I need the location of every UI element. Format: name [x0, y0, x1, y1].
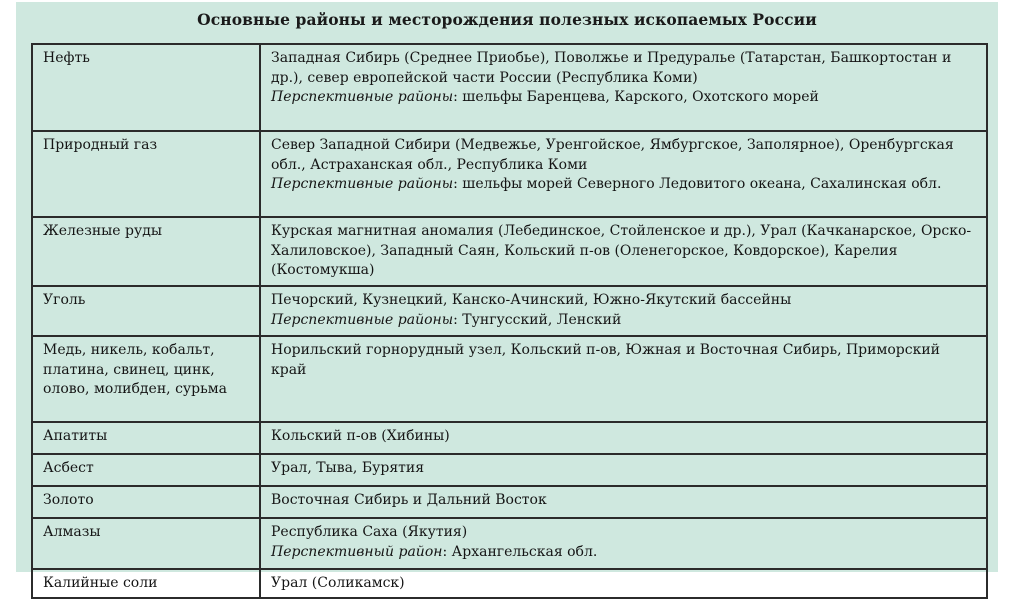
perspective-text: : Архангельская обл.: [442, 543, 598, 560]
table-row: [32, 286, 987, 336]
regions-text: Печорский, Кузнецкий, Канско-Ачинский, Южно-Якутский бассейны: [271, 292, 792, 308]
table-row: [32, 336, 987, 422]
regions-text: Норильский горнорудный узел, Кольский п-ов, Южная и Восточная Сибирь, Приморский край: [271, 342, 941, 378]
table-title: Основные районы и месторождения полезных ископаемых России: [197, 10, 817, 29]
perspective-label: Перспективный район: [271, 543, 443, 560]
table-row: [32, 44, 987, 131]
perspective-label: Перспективные районы: [271, 176, 454, 192]
resource-cell: Калийные соли: [32, 569, 260, 598]
regions-text: Север Западной Сибири (Медвежье, Уренгойское, Ямбургское, Заполярное), Оренбургская обл., Астраханская обл., Республика Коми: [271, 137, 954, 173]
regions-cell: [260, 518, 987, 569]
resource-cell: Медь, никель, кобальт, платина, свинец, цинк, олово, молибден, сурьма: [32, 336, 260, 422]
regions-cell: [260, 454, 987, 486]
regions-text: Восточная Сибирь и Дальний Восток: [271, 492, 547, 508]
regions-cell: [260, 44, 987, 131]
regions-text: Урал, Тыва, Бурятия: [271, 460, 425, 476]
regions-cell: [260, 486, 987, 518]
regions-cell: [260, 286, 987, 336]
regions-cell: [260, 569, 987, 598]
document-page: [16, 2, 998, 591]
resource-cell: Природный газ: [32, 131, 260, 217]
resource-cell: Асбест: [32, 454, 260, 486]
regions-cell: [260, 217, 987, 286]
table-row: [32, 486, 987, 518]
table-row: [32, 217, 987, 286]
table-row: [32, 454, 987, 486]
resource-cell: Уголь: [32, 286, 260, 336]
resource-cell: Алмазы: [32, 518, 260, 569]
regions-text: Кольский п-ов (Хибины): [271, 428, 450, 444]
perspective-text: : шельфы Баренцева, Карского, Охотского морей: [453, 89, 819, 105]
resource-cell: Апатиты: [32, 422, 260, 454]
minerals-table: [31, 43, 988, 599]
perspective-text: : Тунгусский, Ленский: [453, 311, 622, 328]
resource-cell: Золото: [32, 486, 260, 518]
perspective-label: Перспективные районы: [271, 311, 454, 328]
table-row: [32, 131, 987, 217]
perspective-label: Перспективные районы: [271, 89, 454, 105]
regions-text: Урал (Соликамск): [271, 575, 405, 591]
regions-text: Курская магнитная аномалия (Лебединское, Стойленское и др.), Урал (Качканарское, Орско-Халиловское), Западный Саян, Кольский п-ов (Оленегорское, Ковдорское), Карелия (Костомукша): [271, 223, 972, 278]
perspective-text: : шельфы морей Северного Ледовитого океана, Сахалинская обл.: [453, 176, 942, 192]
regions-cell: [260, 336, 987, 422]
regions-cell: [260, 131, 987, 217]
resource-cell: Железные руды: [32, 217, 260, 286]
resource-cell: Нефть: [32, 44, 260, 131]
table-row: [32, 569, 987, 598]
regions-text: Западная Сибирь (Среднее Приобье), Поволжье и Предуралье (Татарстан, Башкортостан и др.), север европейской части России (Республика Коми): [271, 50, 952, 86]
regions-cell: [260, 422, 987, 454]
regions-text: Республика Саха (Якутия): [271, 524, 468, 540]
table-row: [32, 518, 987, 569]
table-row: [32, 422, 987, 454]
